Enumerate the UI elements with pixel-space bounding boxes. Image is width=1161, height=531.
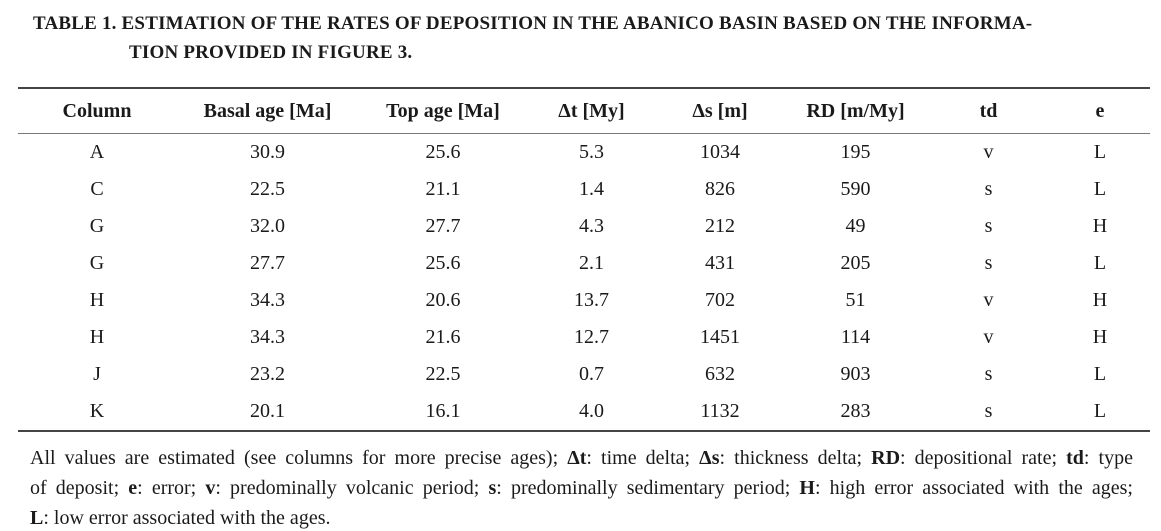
cell-type-of-deposit: s bbox=[984, 363, 993, 385]
footnote-text: All values are estimated (see columns for more precise ages); bbox=[30, 447, 568, 469]
table-caption-line1: TABLE 1. ESTIMATION OF THE RATES OF DEPOSITION IN THE ABANICO BASIN BASED ON THE INFORMA- bbox=[33, 13, 1033, 34]
cell-error: L bbox=[1093, 252, 1107, 274]
footnote-term-h: H bbox=[799, 477, 815, 499]
header-type-of-deposit: td bbox=[927, 88, 1050, 134]
footnote-text: of deposit; bbox=[30, 477, 129, 499]
cell-time-delta: 13.7 bbox=[574, 289, 609, 311]
footnote-text: : time delta; bbox=[586, 447, 700, 469]
cell-error: L bbox=[1093, 141, 1107, 163]
cell-depositional-rate: 590 bbox=[840, 178, 871, 200]
cell-top-age: 25.6 bbox=[425, 252, 461, 274]
cell-column: H bbox=[89, 289, 105, 311]
footnote-term-ds: Δs bbox=[699, 447, 720, 469]
header-error: e bbox=[1050, 88, 1150, 134]
footnote-term-s: s bbox=[488, 477, 497, 499]
header-time-delta: Δt [My] bbox=[527, 88, 656, 134]
footnote-line-2 bbox=[30, 473, 1133, 503]
cell-thickness-delta: 212 bbox=[705, 215, 735, 237]
cell-column: G bbox=[89, 215, 105, 237]
footnote-text: : error; bbox=[137, 477, 206, 499]
cell-time-delta: 12.7 bbox=[574, 326, 609, 348]
cell-thickness-delta: 826 bbox=[705, 178, 735, 200]
table-row bbox=[18, 208, 1150, 245]
deposition-rates-table bbox=[18, 87, 1150, 432]
table-caption-line2: TION PROVIDED IN FIGURE 3. bbox=[129, 42, 413, 63]
cell-thickness-delta: 632 bbox=[705, 363, 735, 385]
cell-thickness-delta: 702 bbox=[705, 289, 735, 311]
cell-basal-age: 23.2 bbox=[250, 363, 285, 385]
cell-error: H bbox=[1092, 289, 1108, 311]
cell-column: C bbox=[90, 178, 104, 200]
footnote-line-3 bbox=[30, 503, 1133, 531]
footnote-text: : predominally sedimentary period; bbox=[496, 477, 800, 499]
footnote-term-v: v bbox=[205, 477, 216, 499]
footnote-text: : low error associated with the ages. bbox=[43, 507, 331, 529]
cell-thickness-delta: 431 bbox=[705, 252, 735, 274]
cell-basal-age: 34.3 bbox=[250, 289, 285, 311]
footnote-text: : type bbox=[1083, 447, 1133, 469]
header-thickness-delta: Δs [m] bbox=[656, 88, 784, 134]
footnote-line-1 bbox=[30, 443, 1133, 473]
cell-top-age: 27.7 bbox=[425, 215, 461, 237]
cell-error: L bbox=[1093, 400, 1107, 422]
cell-type-of-deposit: s bbox=[984, 178, 993, 200]
header-top-age: Top age [Ma] bbox=[359, 88, 527, 134]
cell-thickness-delta: 1132 bbox=[700, 400, 740, 422]
cell-column: A bbox=[89, 141, 105, 163]
cell-depositional-rate: 903 bbox=[840, 363, 871, 385]
cell-depositional-rate: 283 bbox=[840, 400, 871, 422]
cell-error: L bbox=[1093, 363, 1107, 385]
cell-top-age: 16.1 bbox=[425, 400, 461, 422]
cell-basal-age: 27.7 bbox=[250, 252, 285, 274]
cell-basal-age: 34.3 bbox=[250, 326, 285, 348]
cell-thickness-delta: 1034 bbox=[700, 141, 740, 163]
cell-depositional-rate: 114 bbox=[840, 326, 871, 348]
cell-error: L bbox=[1093, 178, 1107, 200]
cell-basal-age: 32.0 bbox=[250, 215, 285, 237]
footnote-term-rd: RD bbox=[871, 447, 901, 469]
cell-type-of-deposit: s bbox=[984, 400, 993, 422]
cell-top-age: 20.6 bbox=[425, 289, 461, 311]
table-caption bbox=[33, 9, 1161, 67]
cell-column: H bbox=[89, 326, 105, 348]
footnote-term-l: L bbox=[30, 507, 44, 529]
table-row bbox=[18, 356, 1150, 393]
cell-column: K bbox=[89, 400, 105, 422]
cell-time-delta: 4.3 bbox=[579, 215, 604, 237]
table-row bbox=[18, 282, 1150, 319]
table-row bbox=[18, 393, 1150, 431]
cell-top-age: 21.1 bbox=[425, 178, 461, 200]
cell-depositional-rate: 205 bbox=[840, 252, 871, 274]
table-footnote bbox=[30, 443, 1133, 531]
cell-time-delta: 2.1 bbox=[579, 252, 604, 274]
footnote-text: : thickness delta; bbox=[719, 447, 872, 469]
table-row bbox=[18, 134, 1150, 172]
cell-column: J bbox=[93, 363, 101, 385]
footnote-text: : predominally volcanic period; bbox=[215, 477, 489, 499]
cell-error: H bbox=[1092, 215, 1108, 237]
cell-type-of-deposit: s bbox=[984, 252, 993, 274]
cell-type-of-deposit: v bbox=[983, 289, 994, 311]
cell-depositional-rate: 51 bbox=[845, 289, 866, 311]
footnote-text: : depositional rate; bbox=[900, 447, 1067, 469]
cell-time-delta: 5.3 bbox=[579, 141, 604, 163]
cell-basal-age: 22.5 bbox=[250, 178, 285, 200]
cell-time-delta: 0.7 bbox=[579, 363, 604, 385]
cell-top-age: 22.5 bbox=[425, 363, 461, 385]
paper-table-page bbox=[0, 9, 1161, 531]
cell-time-delta: 4.0 bbox=[579, 400, 604, 422]
table-row bbox=[18, 171, 1150, 208]
footnote-text: : high error associated with the ages; bbox=[814, 477, 1133, 499]
footnote-term-dt: Δt bbox=[567, 447, 587, 469]
cell-type-of-deposit: v bbox=[983, 141, 994, 163]
table-header-row bbox=[18, 88, 1150, 134]
cell-type-of-deposit: v bbox=[983, 326, 994, 348]
cell-depositional-rate: 195 bbox=[840, 141, 871, 163]
header-depositional-rate: RD [m/My] bbox=[784, 88, 927, 134]
table-row bbox=[18, 245, 1150, 282]
cell-thickness-delta: 1451 bbox=[700, 326, 740, 348]
cell-error: H bbox=[1092, 326, 1108, 348]
footnote-term-td: td bbox=[1066, 447, 1084, 469]
cell-column: G bbox=[89, 252, 105, 274]
cell-top-age: 25.6 bbox=[425, 141, 461, 163]
cell-time-delta: 1.4 bbox=[579, 178, 604, 200]
header-basal-age: Basal age [Ma] bbox=[176, 88, 359, 134]
header-column: Column bbox=[18, 88, 176, 134]
cell-basal-age: 30.9 bbox=[250, 141, 285, 163]
cell-depositional-rate: 49 bbox=[845, 215, 866, 237]
cell-type-of-deposit: s bbox=[984, 215, 993, 237]
cell-basal-age: 20.1 bbox=[250, 400, 285, 422]
table-row bbox=[18, 319, 1150, 356]
cell-top-age: 21.6 bbox=[425, 326, 461, 348]
footnote-term-e: e bbox=[128, 477, 138, 499]
